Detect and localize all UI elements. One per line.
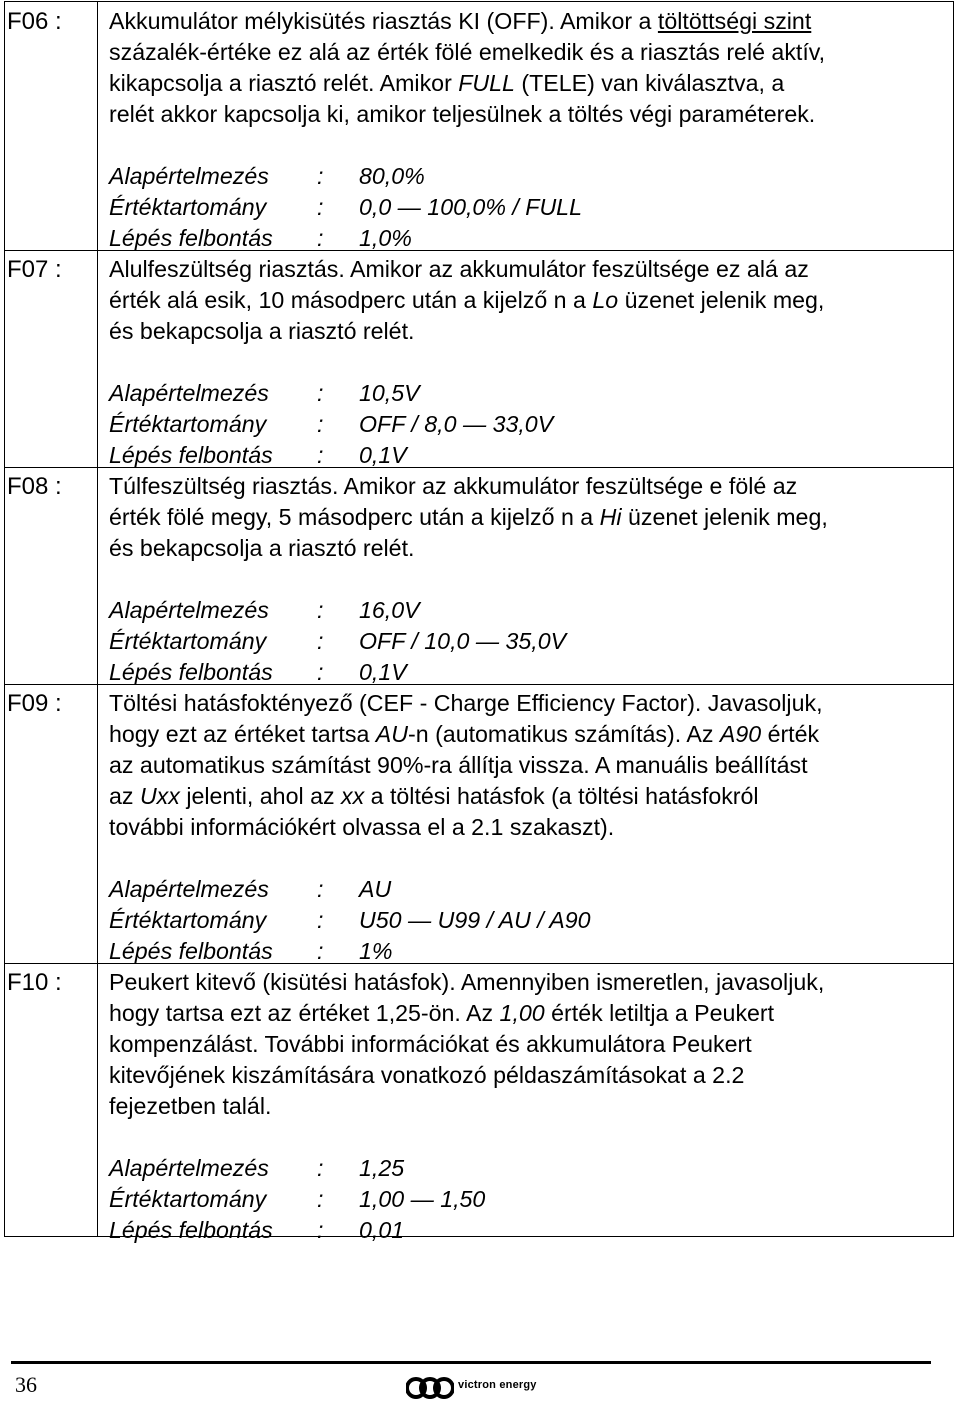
- parameter-row: [109, 1153, 951, 1184]
- page-number: 36: [15, 1372, 37, 1397]
- parameter-list: [109, 161, 951, 254]
- parameter-value: 1,0%: [359, 225, 412, 251]
- parameter-row: [109, 223, 951, 254]
- row-description-f06: [109, 6, 951, 254]
- parameter-list: [109, 378, 951, 471]
- parameter-value: 0,1V: [359, 659, 407, 685]
- parameter-value: 1,00 ― 1,50: [359, 1186, 486, 1212]
- parameter-label: Lépés felbontás: [109, 659, 273, 685]
- parameter-value: 0,01: [359, 1217, 405, 1243]
- parameter-label: Lépés felbontás: [109, 1217, 273, 1243]
- parameter-value: 80,0%: [359, 163, 425, 189]
- column-divider: [97, 2, 98, 1236]
- parameter-separator: :: [317, 628, 324, 654]
- row-paragraph: Túlfeszültség riasztás. Amikor az akkumulátor feszültsége e fölé az érték fölé megy, 5 másodperc után a kijelző n a Hi üzenet jelenik meg, és bekapcsolja a riasztó relét.: [109, 473, 828, 561]
- parameter-label: Alapértelmezés: [109, 380, 269, 406]
- parameter-separator: :: [317, 163, 324, 189]
- parameter-label: Alapértelmezés: [109, 876, 269, 902]
- row-code-f09: F09 :: [7, 690, 62, 717]
- row-code-f07: F07 :: [7, 256, 62, 283]
- parameter-separator: :: [317, 1186, 324, 1212]
- parameter-label: Alapértelmezés: [109, 1155, 269, 1181]
- parameter-row: [109, 378, 951, 409]
- parameter-label: Értéktartomány: [109, 907, 267, 933]
- logo-text: victron energy: [458, 1379, 537, 1391]
- parameter-label: Lépés felbontás: [109, 442, 273, 468]
- parameter-row: [109, 1215, 951, 1246]
- parameter-label: Értéktartomány: [109, 628, 267, 654]
- parameter-row: [109, 440, 951, 471]
- parameter-row: [109, 905, 951, 936]
- parameter-table: [4, 1, 954, 1243]
- parameter-label: Lépés felbontás: [109, 938, 273, 964]
- parameter-value: 16,0V: [359, 597, 420, 623]
- parameter-label: Alapértelmezés: [109, 597, 269, 623]
- row-description-f07: [109, 254, 951, 471]
- victron-logo: [406, 1373, 537, 1403]
- parameter-value: 10,5V: [359, 380, 420, 406]
- footer-rule: [11, 1361, 931, 1364]
- parameter-separator: :: [317, 659, 324, 685]
- row-code-f08: F08 :: [7, 473, 62, 500]
- parameter-separator: :: [317, 442, 324, 468]
- parameter-separator: :: [317, 1217, 324, 1243]
- row-description-f10: [109, 967, 951, 1246]
- parameter-separator: :: [317, 907, 324, 933]
- parameter-value: 0,0 ― 100,0% / FULL: [359, 194, 582, 220]
- parameter-separator: :: [317, 380, 324, 406]
- row-paragraph: Peukert kitevő (kisütési hatásfok). Amennyiben ismeretlen, javasoljuk, hogy tartsa ezt az értéket 1,25-ön. Az 1,00 érték letiltja a Peukert kompenzálást. További információkat és akkumulátora Peukert kitevőjének kiszámítására vonatkozó példaszámításokat a 2.2 fejezetben talál.: [109, 969, 825, 1119]
- parameter-value: 1,25: [359, 1155, 405, 1181]
- parameter-label: Értéktartomány: [109, 1186, 267, 1212]
- parameter-separator: :: [317, 876, 324, 902]
- parameter-value: 0,1V: [359, 442, 407, 468]
- row-code-f10: F10 :: [7, 969, 62, 996]
- parameter-row: [109, 1184, 951, 1215]
- parameter-list: [109, 874, 951, 967]
- parameter-value: OFF / 10,0 ― 35,0V: [359, 628, 567, 654]
- parameter-separator: :: [317, 597, 324, 623]
- parameter-label: Értéktartomány: [109, 194, 267, 220]
- victron-logo-icon: [406, 1373, 454, 1403]
- parameter-row: [109, 936, 951, 967]
- parameter-row: [109, 161, 951, 192]
- row-paragraph: Töltési hatásfoktényező (CEF - Charge Efficiency Factor). Javasoljuk, hogy ezt az értéket tartsa AU-n (automatikus számítás). Az A90 érték az automatikus számítást 90%-ra állítja vissza. A manuális beállítást az Uxx jelenti, ahol az xx a töltési hatásfok (a töltési hatásfokról további információkért olvassa el a 2.1 szakaszt).: [109, 690, 823, 840]
- parameter-row: [109, 192, 951, 223]
- row-description-f08: [109, 471, 951, 688]
- parameter-label: Alapértelmezés: [109, 163, 269, 189]
- parameter-value: AU: [359, 876, 392, 902]
- parameter-row: [109, 409, 951, 440]
- parameter-row: [109, 874, 951, 905]
- parameter-value: U50 ― U99 / AU / A90: [359, 907, 591, 933]
- parameter-row: [109, 657, 951, 688]
- parameter-list: [109, 1153, 951, 1246]
- parameter-separator: :: [317, 1155, 324, 1181]
- parameter-row: [109, 595, 951, 626]
- row-paragraph: Akkumulátor mélykisütés riasztás KI (OFF). Amikor a töltöttségi szint százalék-értéke ez alá az érték fölé emelkedik és a riasztás relé aktív, kikapcsolja a riasztó relét. Amikor FULL (TELE) van kiválasztva, a relét akkor kapcsolja ki, amikor teljesülnek a töltés végi paraméterek.: [109, 8, 826, 127]
- row-code-f06: F06 :: [7, 8, 62, 35]
- parameter-value: 1%: [359, 938, 393, 964]
- parameter-row: [109, 626, 951, 657]
- parameter-label: Lépés felbontás: [109, 225, 273, 251]
- parameter-value: OFF / 8,0 ― 33,0V: [359, 411, 554, 437]
- row-description-f09: [109, 688, 951, 967]
- parameter-separator: :: [317, 225, 324, 251]
- parameter-separator: :: [317, 938, 324, 964]
- parameter-list: [109, 595, 951, 688]
- parameter-label: Értéktartomány: [109, 411, 267, 437]
- row-paragraph: Alulfeszültség riasztás. Amikor az akkumulátor feszültsége ez alá az érték alá esik, 10 másodperc után a kijelző n a Lo üzenet jelenik meg, és bekapcsolja a riasztó relét.: [109, 256, 825, 344]
- parameter-separator: :: [317, 194, 324, 220]
- parameter-separator: :: [317, 411, 324, 437]
